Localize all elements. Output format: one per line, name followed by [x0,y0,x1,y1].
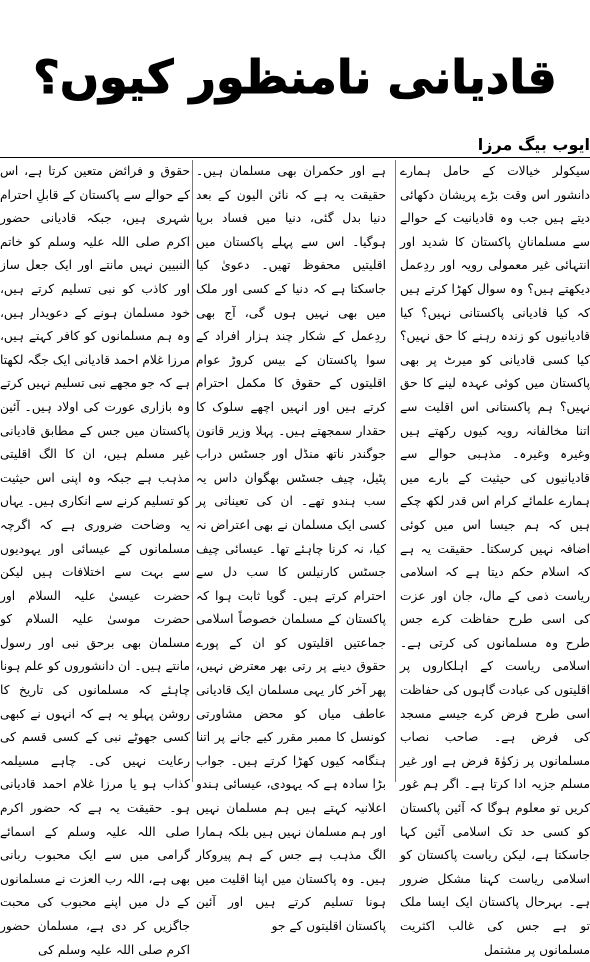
column-divider [395,160,396,782]
column-text: حقوق و فرائض متعین کرتا ہے، اس کے حوالے سے پاکستان کے قابلِ احترام شہری ہیں، جبکہ قادیانی حضور اکرم صلی اللہ علیہ وسلم کو خاتم النبیین نہیں مانتے اور ایک جعل ساز اور کاذب کو نبی تسلیم کرتے ہیں، خود مسلمان ہونے کے دعویدار ہیں، وہ ہم مسلمانوں کو کافر کہتے ہیں، مرزا غلام احمد قادیانی ایک جگہ لکھتا ہے کہ جو مجھے نبی تسلیم نہیں کرتے وہ بازاری عورت کی اولاد ہیں۔ آئین پاکستان میں جس کے مطابق قادیانی غیر مسلم ہیں، ان کا الگ اقلیتی مذہب ہے جبکہ وہ اپنی اس حیثیت کو تسلیم کرنے سے انکاری ہیں۔ یہاں یہ وضاحت ضروری ہے کہ اگرچہ مسلمانوں کے عیسائی اور یہودیوں سے بہت سے اختلافات ہیں لیکن حضرت عیسیٰ علیہ السلام اور حضرت موسیٰ علیہ السلام کو مسلمان بھی برحق نبی اور رسول مانتے ہیں۔ ان دانشوروں کو علم ہونا چاہئے کہ مسلمانوں کی تاریخ کا روشن پہلو یہ ہے کہ انہوں نے کبھی کسی جھوٹے نبی کے کسی قسم کی رعایت نہیں کی۔ چاہے مسیلمہ کذاب ہو یا مرزا غلام احمد قادیانی ہو۔ حقیقت یہ ہے کہ حضور اکرم صلی اللہ علیہ وسلم کے اسمائے گرامی میں سے ایک محبوب ربانی بھی ہے، اللہ رب العزت نے مسلمانوں کے دل میں اپنے محبوب کی محبت جاگزیں کر دی ہے، مسلمان حضور اکرم صلی اللہ علیہ وسلم کی [0,164,190,957]
column-divider [192,160,193,782]
header-divider [0,157,590,158]
headline [0,38,590,116]
column-text: سیکولر خیالات کے حامل ہمارے دانشور اس وقت بڑے پریشان دکھائی دیتے ہیں جب وہ قادیانیت کے حوالے سے مسلمانانِ پاکستان کا شدید اور انتہائی غیر معمولی رویہ اور ردِعمل دیکھتے ہیں؟ وہ سوال کھڑا کرتے ہیں کہ کیا قادیانی پاکستانی نہیں؟ کیا قادیانیوں کو زندہ رہنے کا حق نہیں؟ کیا کسی قادیانی کو میرٹ پر بھی پاکستان میں کوئی عہدہ لینے کا حق نہیں؟ ہم پاکستانی اس اقلیت سے اتنا مخالفانہ رویہ کیوں رکھتے ہیں وغیرہ وغیرہ۔ مذہبی حوالے سے قادیانیوں کی حیثیت کے بارے میں ہمارے علمائے کرام اس قدر لکھ چکے ہیں کہ ہم جیسا اس میں کوئی اضافہ نہیں کرسکتا۔ حقیقت یہ ہے کہ اسلام حکم دیتا ہے کہ اسلامی ریاست ذمی کے مال، جان اور عزت کی اسی طرح حفاظت کرے جس طرح وہ مسلمانوں کی کرتی ہے۔ اسلامی ریاست کے اہلکاروں پر اقلیتوں کی عبادت گاہوں کی حفاظت اسی طرح فرض کرے جیسے مسجد کی فرض ہے۔ صاحب نصاب مسلمانوں پر زکوٰۃ فرض ہے اور غیر مسلم جزیہ ادا کرتا ہے۔ اگر ہم غور کریں تو معلوم ہوگا کہ آئین پاکستان کو کسی حد تک اسلامی آئین کہا جاسکتا ہے، لیکن ریاست پاکستان کو اسلامی ریاست کہنا مشکل ضرور ہے۔ بہرحال پاکستان ایک ایسا ملک تو ہے جس کی غالب اکثریت مسلمانوں پر مشتمل [400,164,590,957]
article-column-2 [196,160,386,933]
headline-text: قادیانی نامنظور کیوں؟ [33,50,557,104]
author-byline: ایوب بیگ مرزا [477,135,590,154]
article-column-1 [400,160,590,957]
article-column-3 [0,160,190,957]
column-text: ہے اور حکمران بھی مسلمان ہیں۔ حقیقت یہ ہے کہ نائن الیون کے بعد دنیا بدل گئی، دنیا میں فساد برپا ہوگیا۔ اس سے پہلے پاکستان میں اقلیتیں محفوظ تھیں۔ دعویٰ کیا جاسکتا ہے کہ دنیا کے کسی اور ملک میں بھی نہیں ہوں گی، آج بھی ردِعمل کے شکار چند ہزار افراد کے سوا پاکستان کے بیس کروڑ عوام اقلیتوں کے حقوق کا مکمل احترام کرتے ہیں اور انہیں اچھے سلوک کا حقدار سمجھتے ہیں۔ پہلا وزیر قانون جوگندر ناتھ منڈل اور جسٹس دراب پٹیل، چیف جسٹس بھگوان داس یہ سب ہندو تھے۔ ان کی تعیناتی پر کسی ایک مسلمان نے بھی اعتراض نہ کیا، نہ کرنا چاہئے تھا۔ عیسائی چیف جسٹس کارنیلس کا سب دل سے احترام کرتے ہیں۔ گویا ثابت ہوا کہ پاکستان کے مسلمان خصوصاً اسلامی جماعتیں اقلیتوں کو ان کے پورے حقوق دینے پر رتی بھر معترض نہیں، پھر آخر کار یہی مسلمان ایک قادیانی عاطف میاں کو محض مشاورتی کونسل کا ممبر مقرر کیے جانے پر اتنا ہنگامہ کیوں کھڑا کرتے ہیں۔ جواب بڑا سادہ ہے کہ یہودی، عیسائی ہندو اعلانیہ کہتے ہیں ہم مسلمان نہیں اور ہم مسلمان نہیں ہیں بلکہ ہمارا الگ مذہب ہے جس کے ہم پیروکار ہیں۔ وہ پاکستان میں اپنا اقلیت میں ہونا تسلیم کرتے ہیں اور آئین پاکستان اقلیتوں کے جو [196,164,386,933]
